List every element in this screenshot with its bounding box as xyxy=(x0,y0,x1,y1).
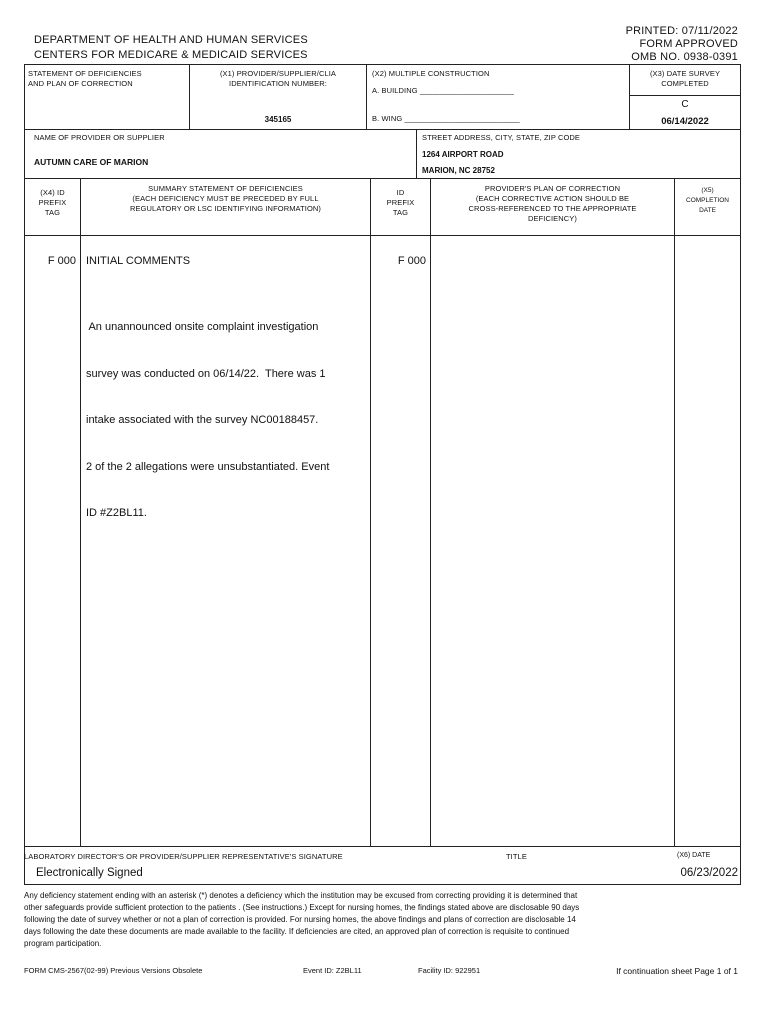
department-title: DEPARTMENT OF HEALTH AND HUMAN SERVICES xyxy=(34,34,308,46)
x2-label: (X2) MULTIPLE CONSTRUCTION xyxy=(372,69,490,78)
entry-title: INITIAL COMMENTS xyxy=(86,255,191,267)
form-left-border xyxy=(24,64,25,884)
disclaimer-text: Any deficiency statement ending with an asterisk (*) denotes a deficiency which the institution may be excused from correcting providing it is determined that other safeguards provide sufficient protection to the patients . (See instructions.) Except for nursing homes, the findings stated above are disclosable 90 days following the date of survey whether or not a plan of correction is provided. For nursing homes, the above findings and plans of correction are disclosable 14 days following the date these documents are made available to the facility. If deficiencies are cited, an approved plan of correction is requisite to continued program participation. xyxy=(24,891,580,948)
summary-column-divider xyxy=(370,178,371,846)
x1-label: (X1) PROVIDER/SUPPLIER/CLIA IDENTIFICATION NUMBER: xyxy=(219,69,337,88)
form-approved: FORM APPROVED xyxy=(639,38,738,50)
plan-tag: F 000 xyxy=(397,255,426,267)
title-label: TITLE xyxy=(506,852,527,861)
x3-label: (X3) DATE SURVEY COMPLETED xyxy=(649,69,721,88)
x2-left-divider xyxy=(366,64,367,129)
id-column-divider xyxy=(430,178,431,846)
form-right-border xyxy=(740,64,741,884)
id-prefix-header: ID PREFIX TAG xyxy=(386,188,415,217)
signature-date: 06/23/2022 xyxy=(680,867,738,879)
city-state-zip: MARION, NC 28752 xyxy=(422,166,495,175)
provider-name-label: NAME OF PROVIDER OR SUPPLIER xyxy=(34,133,165,142)
building-field: A. BUILDING ______________________ xyxy=(372,86,514,95)
form-top-border xyxy=(24,64,741,65)
survey-completed-date: 06/14/2022 xyxy=(661,116,709,127)
provider-id-number: 345165 xyxy=(264,115,292,124)
page-indicator: If continuation sheet Page 1 of 1 xyxy=(616,966,738,976)
completion-date-header: (X5) COMPLETION DATE xyxy=(686,187,729,214)
form-number: FORM CMS-2567(02-99) Previous Versions Obsolete xyxy=(24,966,203,975)
printed-date: PRINTED: 07/11/2022 xyxy=(625,25,738,37)
signature-row-bottom-border xyxy=(24,884,741,885)
street-address: 1264 AIRPORT ROAD xyxy=(422,150,504,159)
plan-of-correction-header: PROVIDER'S PLAN OF CORRECTION (EACH CORRECTIVE ACTION SHOULD BE CROSS-REFERENCED TO THE APPROPRIATE DEFICIENCY) xyxy=(468,184,637,223)
x4-id-prefix-header: (X4) ID PREFIX TAG xyxy=(38,188,67,217)
agency-title: CENTERS FOR MEDICARE & MEDICAID SERVICES xyxy=(34,49,308,61)
x3-inner-divider xyxy=(629,95,741,96)
facility-id: Facility ID: 922951 xyxy=(418,966,481,975)
column-header-top-border xyxy=(24,178,741,179)
address-left-divider xyxy=(416,129,417,178)
survey-type-code: C xyxy=(681,99,689,110)
statement-label: STATEMENT OF DEFICIENCIES AND PLAN OF CORRECTION xyxy=(28,69,142,88)
signature-value: Electronically Signed xyxy=(36,867,143,879)
provider-row-top-border xyxy=(24,129,741,130)
entry-text: An unannounced onsite complaint investigation survey was conducted on 06/14/22. There was 1 intake associated with the survey NC00188457. 2 of the 2 allegations were unsubstantiated. Event ID #Z2BL11. xyxy=(86,321,330,519)
x4-column-divider xyxy=(80,178,81,846)
address-label: STREET ADDRESS, CITY, STATE, ZIP CODE xyxy=(422,133,581,142)
deficiency-tag: F 000 xyxy=(47,255,76,267)
omb-number: OMB NO. 0938-0391 xyxy=(631,51,738,63)
wing-field: B. WING ___________________________ xyxy=(372,114,520,123)
signature-date-label: (X6) DATE xyxy=(677,852,711,859)
column-header-bottom-border xyxy=(24,235,741,236)
signature-label: LABORATORY DIRECTOR'S OR PROVIDER/SUPPLIER REPRESENTATIVE'S SIGNATURE xyxy=(24,852,343,861)
signature-row-top-border xyxy=(24,846,741,847)
summary-statement-header: SUMMARY STATEMENT OF DEFICIENCIES (EACH DEFICIENCY MUST BE PRECEDED BY FULL REGULATORY OR LSC IDENTIFYING INFORMATION) xyxy=(129,184,322,213)
provider-name: AUTUMN CARE OF MARION xyxy=(34,157,149,167)
plan-column-divider xyxy=(674,178,675,846)
event-id: Event ID: Z2BL11 xyxy=(303,966,362,975)
